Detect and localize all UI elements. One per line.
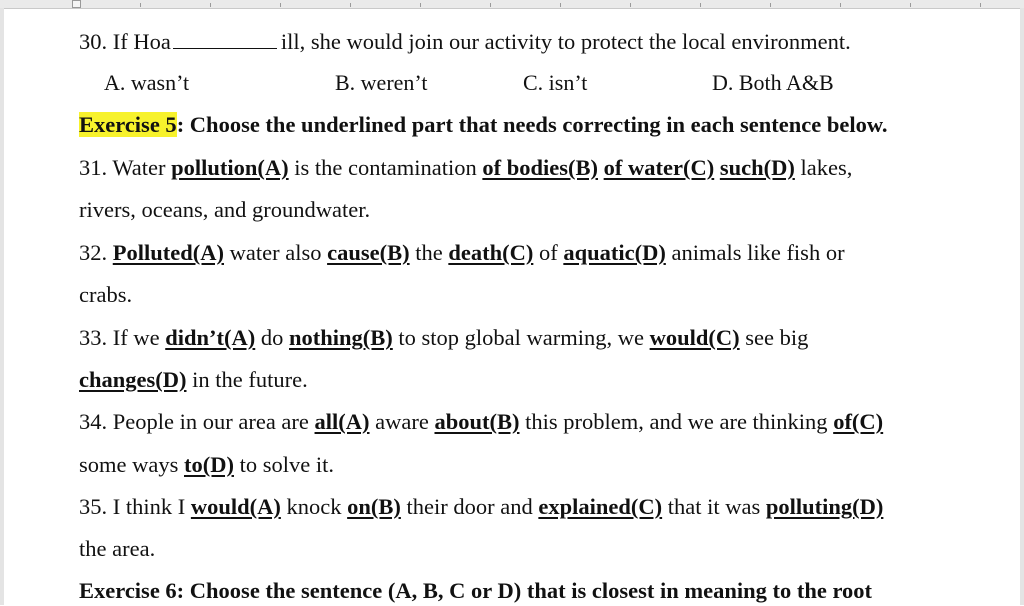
q32-text: water also [224, 240, 328, 265]
q31-option-d[interactable]: such(D) [719, 155, 795, 180]
q34-text: this problem, and we are thinking [519, 409, 834, 434]
question-35 [79, 492, 883, 522]
q35-text: that it was [662, 494, 766, 519]
option-d: D. Both A&B [712, 70, 834, 95]
option-a: A. wasn’t [104, 70, 190, 95]
page-right-edge [1020, 8, 1024, 605]
q35-text: knock [280, 494, 348, 519]
q34-option-d[interactable]: to(D) [184, 452, 234, 477]
exercise-5-label: Exercise 5 [79, 112, 177, 137]
q31-text: is the contamination [288, 155, 483, 180]
q33-text: in the future. [186, 367, 308, 392]
q32-text: of [533, 240, 564, 265]
q30-prefix: 30. If Hoa [79, 29, 171, 54]
q31-option-c[interactable]: of water(C) [603, 155, 715, 180]
q33-option-d[interactable]: changes(D) [79, 367, 187, 392]
q31-text: 31. Water [79, 155, 172, 180]
q33-text: to stop global warming, we [392, 325, 650, 350]
ruler-tick [770, 3, 771, 7]
ruler-tick [140, 3, 141, 7]
q35-option-c[interactable]: explained(C) [538, 494, 663, 519]
q32-option-d[interactable]: aquatic(D) [563, 240, 666, 265]
ruler-tick [910, 3, 911, 7]
q30-suffix: ill, she would join our activity to protect the local environment. [280, 29, 851, 54]
q34-text: some ways [79, 452, 184, 477]
q34-option-c[interactable]: of(C) [833, 409, 884, 434]
q35-option-a[interactable]: would(A) [190, 494, 281, 519]
ruler-tick [280, 3, 281, 7]
q34-text: 34. People in our area are [79, 409, 315, 434]
q35-option-b[interactable]: on(B) [347, 494, 401, 519]
ruler-tick [980, 3, 981, 7]
ruler-tick [210, 3, 211, 7]
q33-option-c[interactable]: would(C) [649, 325, 740, 350]
exercise-6-heading: Exercise 6: Choose the sentence (A, B, C or D) that is closest in meaning to the root [79, 578, 873, 603]
document-ruler[interactable] [0, 0, 1024, 9]
q33-text: see big [739, 325, 809, 350]
question-31-line-2: rivers, oceans, and groundwater. [79, 197, 371, 222]
ruler-tick [560, 3, 561, 7]
ruler-tick [490, 3, 491, 7]
q35-text: their door and [400, 494, 539, 519]
question-34-line-2 [79, 450, 334, 480]
question-32 [79, 238, 845, 268]
q34-text: to solve it. [233, 452, 334, 477]
q32-option-b[interactable]: cause(B) [327, 240, 410, 265]
indent-marker[interactable] [72, 0, 81, 8]
q35-text: 35. I think I [79, 494, 191, 519]
page-left-edge [0, 8, 4, 605]
ruler-tick [420, 3, 421, 7]
question-31 [79, 153, 852, 183]
q31-text: lakes, [794, 155, 853, 180]
question-32-line-2: crabs. [79, 282, 133, 307]
q31-option-a[interactable]: pollution(A) [171, 155, 289, 180]
q32-text: animals like fish or [665, 240, 845, 265]
question-34 [79, 407, 883, 437]
q35-option-d[interactable]: polluting(D) [765, 494, 884, 519]
ruler-tick [840, 3, 841, 7]
q32-option-c[interactable]: death(C) [448, 240, 534, 265]
question-33-line-2 [79, 365, 308, 395]
answer-blank [173, 28, 277, 49]
q31-option-b[interactable]: of bodies(B) [482, 155, 599, 180]
exercise-5-instruction: : Choose the underlined part that needs correcting in each sentence below. [176, 112, 888, 137]
q32-text: the [409, 240, 449, 265]
question-30 [79, 27, 851, 57]
q34-option-a[interactable]: all(A) [314, 409, 370, 434]
q33-text: do [255, 325, 289, 350]
q34-text: aware [369, 409, 435, 434]
q32-option-a[interactable]: Polluted(A) [112, 240, 224, 265]
question-35-line-2: the area. [79, 536, 156, 561]
q33-option-b[interactable]: nothing(B) [289, 325, 393, 350]
q33-option-a[interactable]: didn’t(A) [165, 325, 256, 350]
ruler-tick [630, 3, 631, 7]
option-b: B. weren’t [335, 70, 428, 95]
q34-option-b[interactable]: about(B) [434, 409, 520, 434]
exercise-5-heading [79, 110, 887, 140]
option-c: C. isn’t [523, 70, 588, 95]
q33-text: 33. If we [79, 325, 166, 350]
ruler-tick [350, 3, 351, 7]
ruler-tick [700, 3, 701, 7]
q32-text: 32. [79, 240, 113, 265]
question-33 [79, 323, 808, 353]
